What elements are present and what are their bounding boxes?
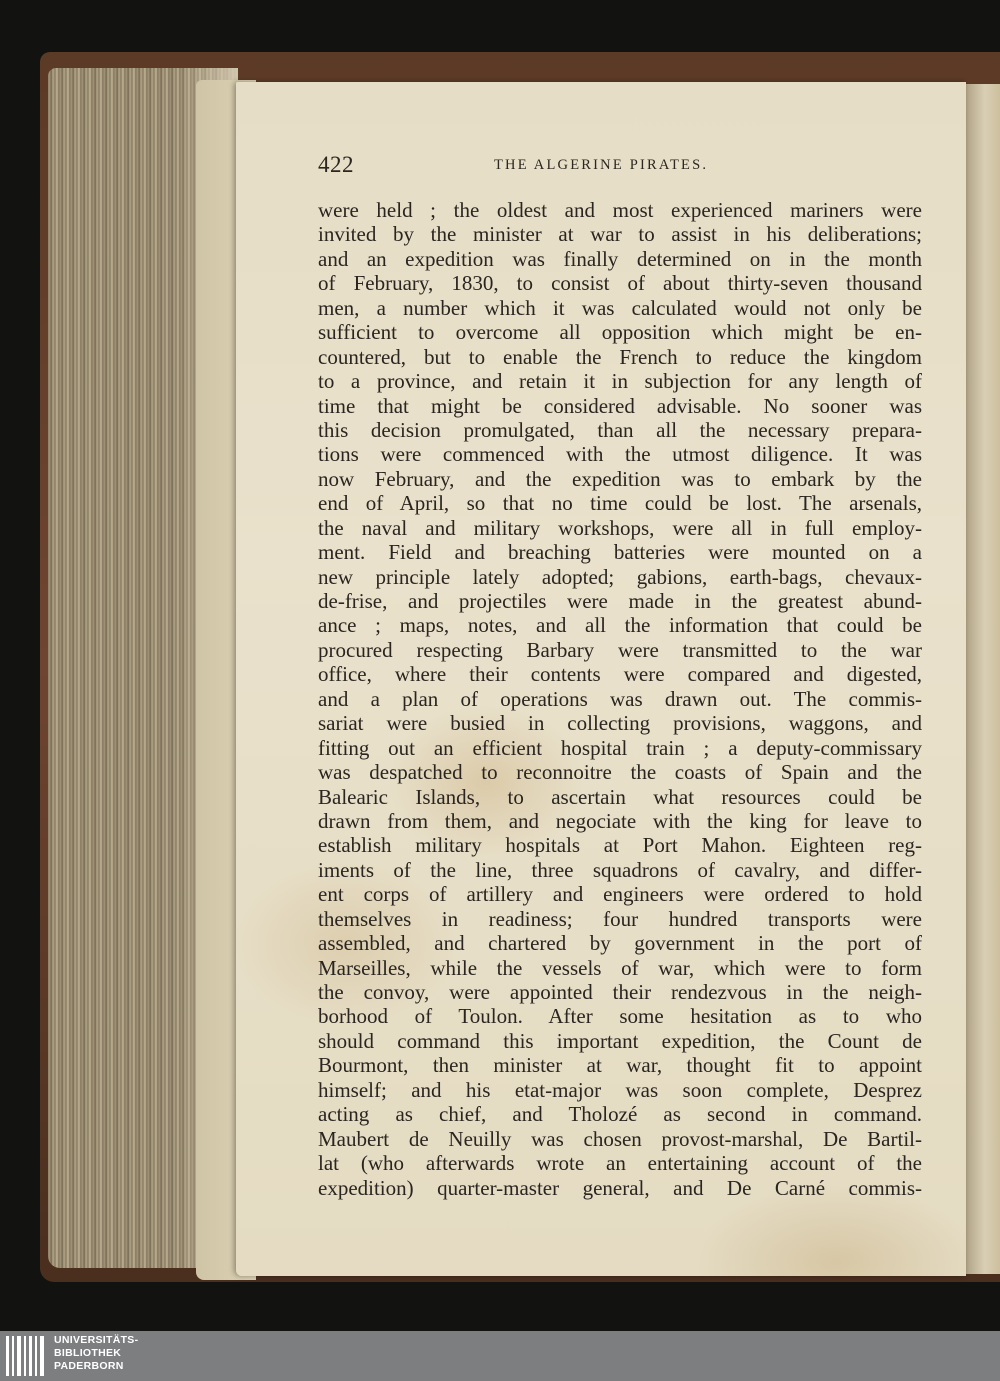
text-line: drawn from them, and negociate with the king for leave to (318, 808, 922, 833)
text-line: Bourmont, then minister at war, thought fit to appoint (318, 1053, 922, 1078)
text-line: were held ; the oldest and most experienced mariners were (318, 198, 922, 222)
library-name-line-1: UNIVERSITÄTS- (54, 1334, 139, 1346)
running-head: THE ALGERINE PIRATES. (494, 157, 709, 173)
text-line: assembled, and chartered by government in the port of (318, 931, 922, 956)
text-line: to a province, and retain it in subjection for any length of (318, 369, 922, 394)
page-header (318, 150, 778, 180)
text-line: ment. Field and breaching batteries were mounted on a (318, 540, 922, 565)
text-line: ance ; maps, notes, and all the information that could be (318, 613, 922, 638)
footer-bar (0, 1331, 1000, 1381)
text-line: acting as chief, and Tholozé as second in command. (318, 1102, 922, 1127)
text-line: the naval and military workshops, were all in full employ- (318, 515, 922, 540)
text-line: fitting out an efficient hospital train ; a deputy-commissary (318, 735, 922, 760)
text-line: of February, 1830, to consist of about thirty-seven thousand (318, 271, 922, 296)
text-line: and an expedition was finally determined on in the month (318, 246, 922, 271)
text-line: ent corps of artillery and engineers were ordered to hold (318, 882, 922, 907)
library-name (54, 1334, 138, 1373)
book-page (236, 82, 966, 1276)
text-line: end of April, so that no time could be lost. The arsenals, (318, 491, 922, 516)
text-line: office, where their contents were compared and digested, (318, 662, 922, 687)
text-line: establish military hospitals at Port Mahon. Eighteen reg- (318, 833, 922, 858)
library-barcode-logo-icon (6, 1336, 46, 1376)
page-number: 422 (318, 152, 354, 177)
text-line: Maubert de Neuilly was chosen provost-marshal, De Bartil- (318, 1126, 922, 1151)
text-line: was despatched to reconnoitre the coasts of Spain and the (318, 760, 922, 785)
text-line: borhood of Toulon. After some hesitation as to who (318, 1004, 922, 1029)
text-line: themselves in readiness; four hundred transports were (318, 906, 922, 931)
text-line: himself; and his etat-major was soon complete, Desprez (318, 1077, 922, 1102)
text-line: the convoy, were appointed their rendezvous in the neigh- (318, 980, 922, 1004)
text-line: and a plan of operations was drawn out. The commis- (318, 686, 922, 711)
text-line: lat (who afterwards wrote an entertaining account of the (318, 1151, 922, 1176)
facing-page-edge (962, 84, 1000, 1274)
text-line: invited by the minister at war to assist in his deliberations; (318, 222, 922, 247)
text-line: tions were commenced with the utmost diligence. It was (318, 442, 922, 467)
text-line: men, a number which it was calculated would not only be (318, 295, 922, 320)
text-line: now February, and the expedition was to embark by the (318, 466, 922, 491)
text-line: Marseilles, while the vessels of war, which were to form (318, 955, 922, 980)
text-line: new principle lately adopted; gabions, earth-bags, chevaux- (318, 564, 922, 589)
library-name-line-3: PADERBORN (54, 1360, 124, 1372)
library-name-line-2: BIBLIOTHEK (54, 1347, 122, 1359)
text-line: countered, but to enable the French to reduce the kingdom (318, 344, 922, 369)
text-line: iments of the line, three squadrons of cavalry, and differ- (318, 857, 922, 882)
text-line: this decision promulgated, than all the necessary prepara- (318, 417, 922, 442)
text-line: de-frise, and projectiles were made in the greatest abund- (318, 589, 922, 613)
body-text (318, 198, 922, 1200)
text-line: sufficient to overcome all opposition which might be en- (318, 320, 922, 345)
text-line: time that might be considered advisable. No sooner was (318, 393, 922, 418)
text-line: expedition) quarter-master general, and De Carné commis- (318, 1175, 922, 1200)
text-line: procured respecting Barbary were transmitted to the war (318, 637, 922, 662)
text-line: sariat were busied in collecting provisions, waggons, and (318, 711, 922, 736)
text-line: Balearic Islands, to ascertain what resources could be (318, 784, 922, 809)
text-line: should command this important expedition, the Count de (318, 1028, 922, 1053)
